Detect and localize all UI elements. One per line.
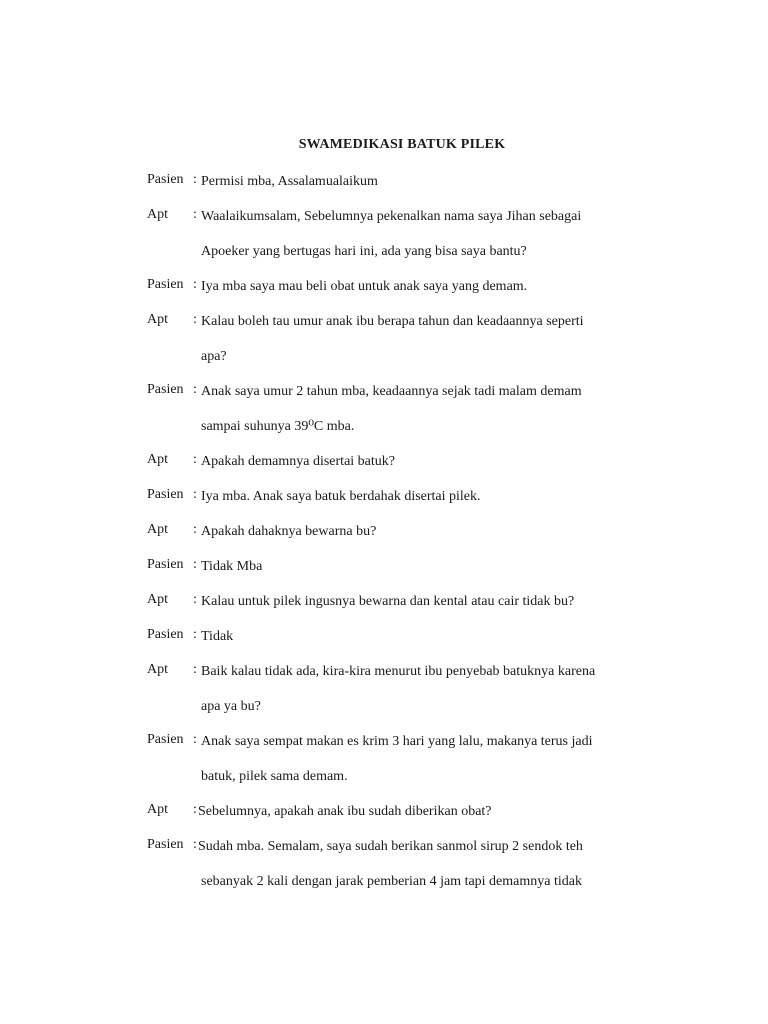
- speaker-colon: :: [193, 452, 197, 467]
- dialogue-line: Kalau boleh tau umur anak ibu berapa tahun dan keadaannya seperti: [201, 314, 584, 329]
- dialogue-line: apa ya bu?: [201, 699, 261, 714]
- dialogue-line: Tidak: [201, 629, 234, 644]
- dialogue-turn: [147, 557, 667, 592]
- dialogue-line: Apakah demamnya disertai batuk?: [201, 454, 395, 469]
- dialogue-turn: [147, 312, 667, 382]
- speaker-colon: :: [193, 522, 197, 537]
- dialogue-line: Kalau untuk pilek ingusnya bewarna dan kental atau cair tidak bu?: [201, 594, 575, 609]
- dialogue-line: Permisi mba, Assalamualaikum: [201, 174, 378, 189]
- speaker-label: Apt: [147, 662, 168, 677]
- dialogue-turn: [147, 452, 667, 487]
- speaker-colon: :: [193, 277, 197, 292]
- speaker-label: Pasien: [147, 382, 184, 397]
- speaker-colon: :: [193, 802, 197, 817]
- dialogue-line: sampai suhunya 39⁰C mba.: [201, 419, 355, 434]
- dialogue-line: Sebelumnya, apakah anak ibu sudah diberikan obat?: [198, 804, 492, 819]
- dialogue-turn: [147, 172, 667, 207]
- dialogue-line: Iya mba. Anak saya batuk berdahak disertai pilek.: [201, 489, 481, 504]
- dialogue-line: Apoeker yang bertugas hari ini, ada yang bisa saya bantu?: [201, 244, 527, 259]
- dialogue-turn: [147, 592, 667, 627]
- speaker-colon: :: [193, 382, 197, 397]
- dialogue-line: sebanyak 2 kali dengan jarak pemberian 4 jam tapi demamnya tidak: [201, 874, 582, 889]
- speaker-colon: :: [193, 837, 197, 852]
- speaker-colon: :: [193, 557, 197, 572]
- speaker-label: Pasien: [147, 277, 184, 292]
- dialogue-turn: [147, 487, 667, 522]
- speaker-label: Apt: [147, 452, 168, 467]
- speaker-colon: :: [193, 207, 197, 222]
- speaker-label: Pasien: [147, 487, 184, 502]
- dialogue-line: apa?: [201, 349, 227, 364]
- speaker-label: Pasien: [147, 837, 184, 852]
- dialogue-turn: [147, 627, 667, 662]
- speaker-label: Apt: [147, 207, 168, 222]
- dialogue-turn: [147, 732, 667, 802]
- dialogue-line: Iya mba saya mau beli obat untuk anak saya yang demam.: [201, 279, 528, 294]
- dialogue-turn: [147, 382, 667, 452]
- speaker-label: Apt: [147, 592, 168, 607]
- dialogue-turn: [147, 207, 667, 277]
- speaker-label: Pasien: [147, 172, 184, 187]
- dialogue: [147, 172, 667, 907]
- speaker-label: Pasien: [147, 557, 184, 572]
- dialogue-turn: [147, 802, 667, 837]
- dialogue-line: Waalaikumsalam, Sebelumnya pekenalkan nama saya Jihan sebagai: [201, 209, 582, 224]
- dialogue-turn: [147, 662, 667, 732]
- dialogue-line: Anak saya umur 2 tahun mba, keadaannya sejak tadi malam demam: [201, 384, 582, 399]
- speaker-label: Apt: [147, 802, 168, 817]
- dialogue-line: batuk, pilek sama demam.: [201, 769, 348, 784]
- dialogue-turn: [147, 277, 667, 312]
- speaker-colon: :: [193, 592, 197, 607]
- speaker-colon: :: [193, 312, 197, 327]
- speaker-label: Apt: [147, 312, 168, 327]
- speaker-label: Pasien: [147, 732, 184, 747]
- dialogue-turn: [147, 522, 667, 557]
- speaker-colon: :: [193, 172, 197, 187]
- speaker-colon: :: [193, 627, 197, 642]
- speaker-colon: :: [193, 732, 197, 747]
- document-title: SWAMEDIKASI BATUK PILEK: [298, 137, 506, 152]
- speaker-label: Pasien: [147, 627, 184, 642]
- dialogue-line: Anak saya sempat makan es krim 3 hari yang lalu, makanya terus jadi: [201, 734, 593, 749]
- speaker-label: Apt: [147, 522, 168, 537]
- speaker-colon: :: [193, 662, 197, 677]
- dialogue-line: Tidak Mba: [201, 559, 263, 574]
- speaker-colon: :: [193, 487, 197, 502]
- dialogue-line: Baik kalau tidak ada, kira-kira menurut ibu penyebab batuknya karena: [201, 664, 596, 679]
- dialogue-turn: [147, 837, 667, 907]
- dialogue-line: Sudah mba. Semalam, saya sudah berikan sanmol sirup 2 sendok teh: [198, 839, 583, 854]
- dialogue-line: Apakah dahaknya bewarna bu?: [201, 524, 377, 539]
